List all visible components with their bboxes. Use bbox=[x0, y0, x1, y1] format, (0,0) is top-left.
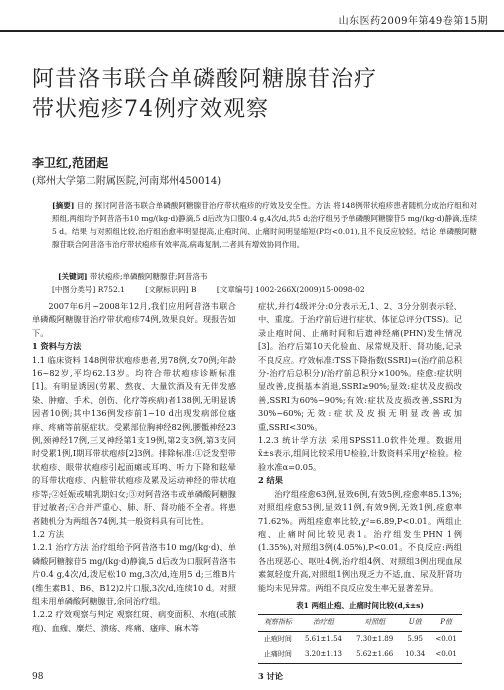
right-column bbox=[258, 300, 462, 683]
table-cell: 5.62±1.66 bbox=[349, 647, 400, 663]
section-2-heading: 2 结果 bbox=[258, 475, 283, 486]
left-column bbox=[32, 300, 236, 635]
results-table bbox=[258, 614, 462, 663]
article-title-line1: 阿昔洛韦联合单磷酸阿糖腺苷治疗 bbox=[32, 67, 378, 92]
table-row bbox=[258, 647, 462, 663]
table-cell: 3.20±1.13 bbox=[298, 647, 349, 663]
table-header: U值 bbox=[400, 615, 430, 631]
table-header: 观察指标 bbox=[258, 615, 298, 631]
table-header: 对照组 bbox=[349, 615, 400, 631]
table-cell: <0.01 bbox=[430, 647, 462, 663]
journal-header bbox=[0, 0, 504, 32]
authors: 李卫红,范团起 bbox=[32, 156, 109, 170]
table-cell: <0.01 bbox=[435, 634, 457, 643]
class-number: [中图分类号] R752.1 bbox=[52, 285, 125, 294]
table-title: 表1 两组止疱、止痛时间比较(d,x̄±s) bbox=[296, 600, 424, 610]
abstract-label: [摘要] bbox=[52, 201, 75, 210]
table-cell: 5.95 bbox=[407, 634, 424, 643]
table-header: 治疗组 bbox=[298, 615, 349, 631]
section-1-heading: 1 资料与方法 bbox=[32, 341, 82, 352]
table-row bbox=[258, 631, 462, 647]
abstract bbox=[52, 199, 477, 251]
page-number: 98 bbox=[32, 672, 44, 682]
table-cell: 止疱时间 bbox=[263, 634, 292, 643]
table-cell: 10.34 bbox=[400, 647, 430, 663]
article-title-line2: 带状疱疹74例疗效观察 bbox=[32, 97, 269, 122]
journal-title: 山东医药2009年第49卷第15期 bbox=[338, 16, 488, 27]
keywords-label: [关键词] bbox=[58, 272, 88, 281]
keywords bbox=[58, 271, 208, 282]
section-1-1: 1.1 临床资料 148例带状疱疹患者,男78例,女70例;年龄16~82岁,平均62.13岁。均符合带状疱疹诊断标准[1]。有明显诱因(劳累、熬夜、大量饮酒及有无伴发感染、肿瘤、手术、创伤、化疗等疾病)者138例,无明显诱因者10例;其中136例发疹前1~10 d出现发病部位瘙痒、疼痛等前驱症状。受累部位胸神经82例,腰骶神经23例,颈神经17例,三叉神经第1支19例,第2支3例,第3支同时受累1例,I期耳带状疱疹[2]3例。排除标准:①泛发型带状疱疹、眼带状疱疹引起面瘫或耳鸣、听力下降和眩晕的耳带状疱疹、内脏带状疱疹及累及运动神经的带状疱疹等;②妊娠或哺乳期妇女;③对阿昔洛韦或单磷酸阿糖腺苷过敏者;④合并严重心、肺、肝、肾功能不全者。将患者随机分为两组各74例,其一般资料具有可比性。 bbox=[32, 354, 237, 526]
table-cell: 止痛时间 bbox=[258, 647, 298, 663]
section-3-heading: 3 讨论 bbox=[258, 670, 283, 681]
section-1-2-3: 1.2.3 统计学方法 采用SPSS11.0软件处理。数据用x̄±s表示,组间比较采用U检验,计数资料采用χ²检验。检验水准α=0.05。 bbox=[258, 435, 463, 472]
criteria-paragraph: 症状,并行4级评分:0分表示无,1、2、3分分别表示轻、中、重度。于治疗前后进行症状、体征总评分(TSS)。记录止疱时间、止痛时间和后遗神经痛(PHN)发生情况[3]。治疗后第10天化验血、尿常规及肝、肾功能,记录不良反应。疗效标准:TSS下降指数(SSRI)=(治疗前总积分-治疗后总积分)/治疗前总积分×100%。痊愈:症状明显改善,皮损基本消退,SSRI≥90%;显效:症状及皮损改善,SSRI为60%~90%;有效:症状及皮损改善,SSRI为30%~60%;无效:症状及皮损无明显改善或加重,SSRI<30%。 bbox=[258, 301, 462, 432]
table-header: P值 bbox=[430, 615, 462, 631]
section-1-2-1: 1.2.1 治疗方法 治疗组给予阿昔洛韦10 mg/(kg·d)、单磷酸阿糖腺苷5 mg/(kg·d)静滴,5 d后改为口服阿昔洛韦片0.4 g,4次/d,泼尼松10 mg,3次/d,连用5 d;三维B片(维生素B1、B6、B12)2片口服,3次/d,连续10 d。对照组未用单磷酸阿糖腺苷,余同治疗组。 bbox=[32, 542, 236, 606]
table-cell: 5.61±1.54 bbox=[304, 634, 342, 643]
intro-paragraph: 2007年6月~2008年12月,我们应用阿昔洛韦联合单磷酸阿糖腺苷治疗带状疱疹74例,效果良好。现报告如下。 bbox=[32, 301, 236, 338]
results-paragraph: 治疗组痊愈63例,显效6例,有效5例,痊愈率85.13%;对照组痊愈53例,显效11例,有效9例,无效1例,痊愈率71.62%。两组痊愈率比较,χ²=6.89,P<0.01。两组止疱、止痛时间比较见表1。治疗组发生PHN 1例(1.35%),对照组3例(4.05%),P<0.01。不良反应:两组各出现恶心、呕吐4例,治疗组4例、对照组3例出现血尿素氮轻度升高,对照组1例出现乏力不适,血、尿及肝肾功能均未见异常。两组不良反应发生率无显著差异。 bbox=[258, 488, 462, 593]
table-cell: 7.30±1.89 bbox=[356, 634, 394, 643]
keywords-text: 带状疱疹;单磷酸阿糖腺苷;阿昔洛韦 bbox=[90, 272, 208, 281]
article-id: [文章编号] 1002-266X(2009)15-0098-02 bbox=[216, 285, 365, 294]
doc-code: [文献标识码] B bbox=[145, 285, 197, 294]
affiliation: (郑州大学第二附属医院,河南郑州450014) bbox=[32, 176, 222, 187]
section-1-2-heading: 1.2 方法 bbox=[32, 528, 64, 539]
abstract-text: 目的 探讨阿昔洛韦联合单磷酸阿糖腺苷治疗带状疱疹的疗效及安全性。方法 将148例带状疱疹患者随机分成治疗组和对照组,两组均予阿昔洛韦10 mg/(kg·d)静滴,5 d后改为口服0.4 g,4次/d,共5 d;治疗组另予单磷酸阿糖腺苷5 mg/(kg·d)静滴,连续5 d。结果 与对照组比较,治疗组治愈率明显提高,止疱时间、止痛时间明显缩短(P均<0.01),且不良反应较轻。结论 单磷酸阿糖腺苷联合阿昔洛韦治疗带状疱疹有效率高,病毒复制,二者具有增效协同作用。 bbox=[52, 201, 477, 249]
section-1-2-2: 1.2.2 疗效观察与判定 观察红斑、病变面积、水疱(或脓疱)、血痂、糜烂、溃疡、疼痛、瘙痒、麻木等 bbox=[32, 609, 237, 633]
classification-line bbox=[52, 284, 383, 295]
